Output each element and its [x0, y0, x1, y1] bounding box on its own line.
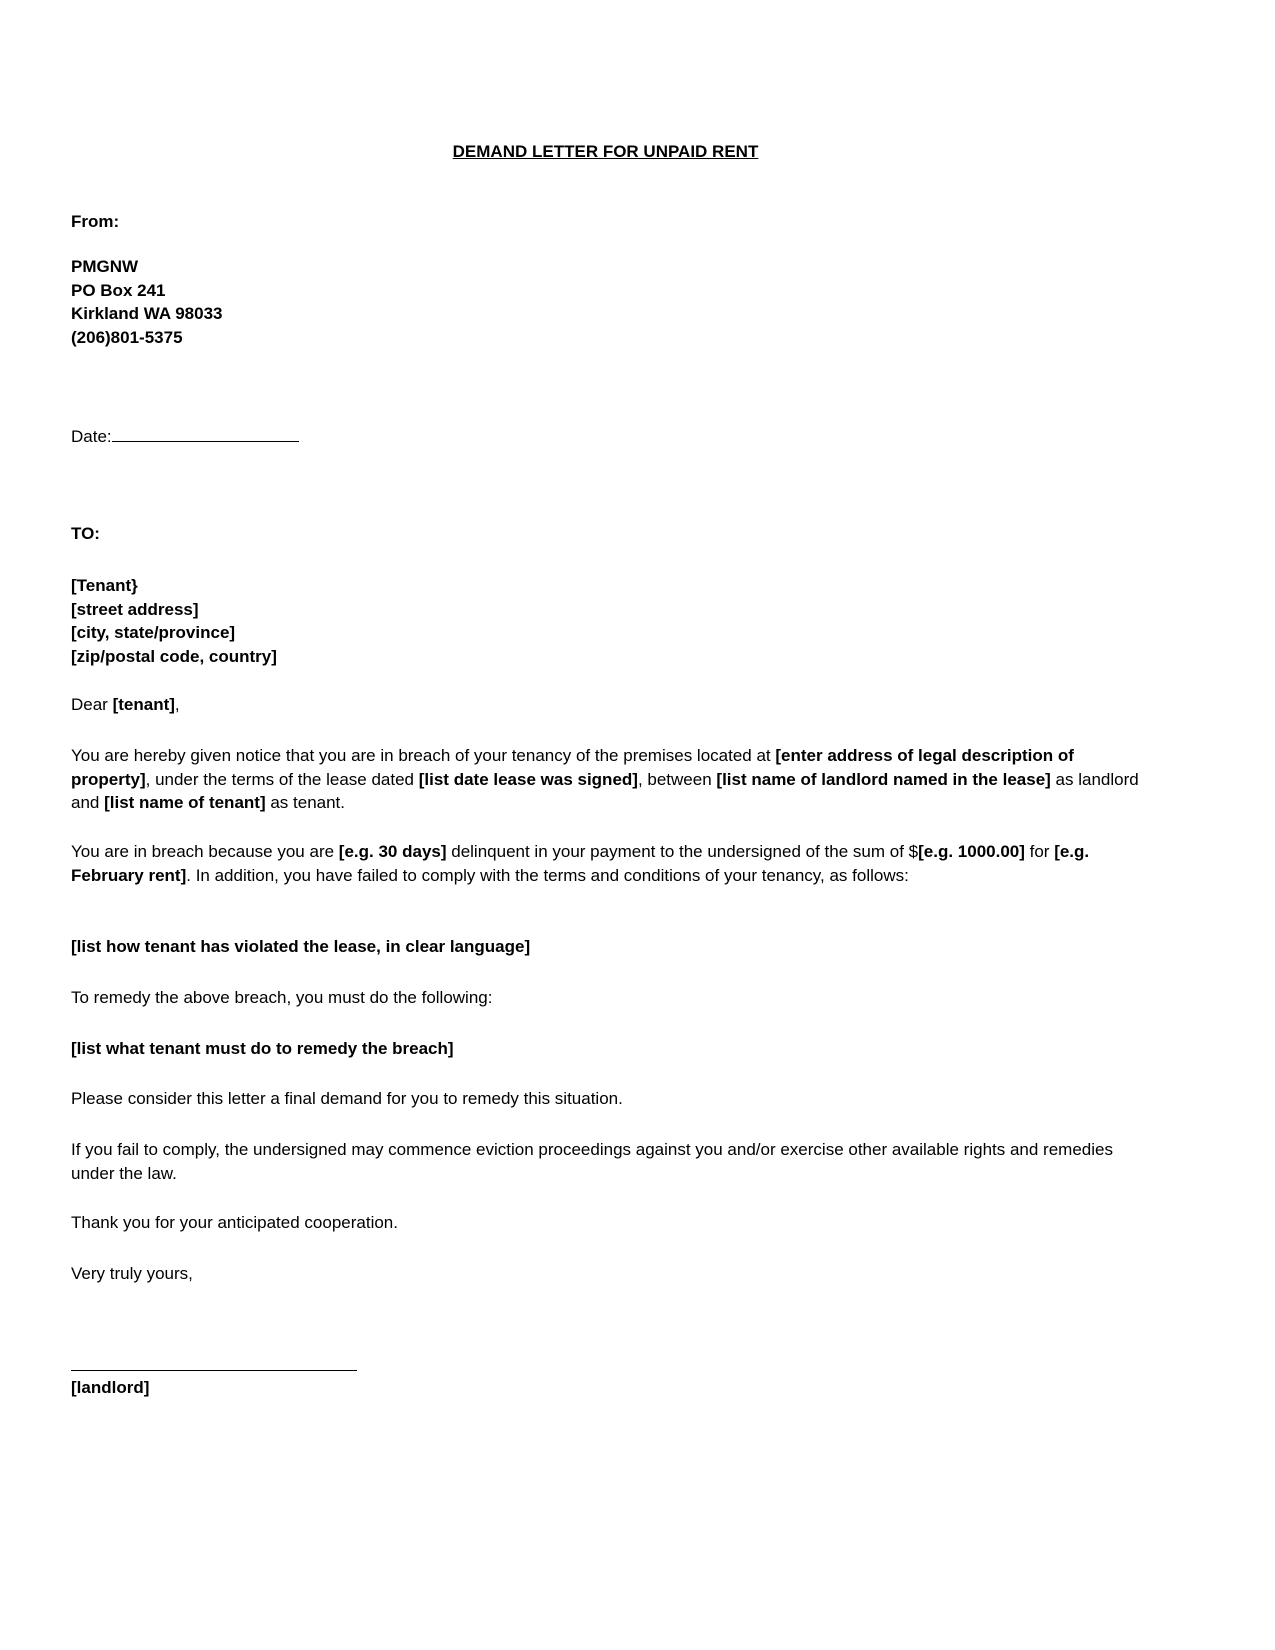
sender-city-state-zip: Kirkland WA 98033	[71, 304, 223, 323]
sender-address-block	[71, 255, 1140, 349]
recipient-name: [Tenant}	[71, 576, 138, 595]
paragraph-closing: Very truly yours,	[71, 1264, 193, 1283]
letter-title: DEMAND LETTER FOR UNPAID RENT	[452, 142, 759, 161]
paragraph-remedy-intro: To remedy the above breach, you must do the following:	[71, 988, 493, 1007]
date-blank-line	[112, 424, 299, 442]
signature-line	[71, 1356, 357, 1371]
recipient-city-state: [city, state/province]	[71, 623, 236, 642]
paragraph-eviction-warning: If you fail to comply, the undersigned may commence eviction proceedings against you and/or exercise other available rights and remedies under the law.	[71, 1140, 1113, 1183]
recipient-zip-country: [zip/postal code, country]	[71, 646, 277, 666]
salutation: Dear [tenant],	[71, 695, 180, 714]
paragraph-final-demand: Please consider this letter a final demand for you to remedy this situation.	[71, 1089, 623, 1108]
recipient-address-block	[71, 574, 1140, 668]
sender-phone: (206)801-5375	[71, 327, 183, 347]
date-label: Date:	[71, 427, 112, 446]
paragraph-remedy-placeholder: [list what tenant must do to remedy the breach]	[71, 1039, 454, 1058]
to-label: TO:	[71, 524, 100, 543]
sender-name: PMGNW	[71, 257, 139, 276]
date-line	[71, 424, 1140, 449]
sender-po-box: PO Box 241	[71, 280, 166, 300]
from-label: From:	[71, 212, 120, 231]
recipient-street: [street address]	[71, 599, 199, 619]
landlord-signature-label: [landlord]	[71, 1378, 150, 1397]
paragraph-delinquency-details: You are in breach because you are [e.g. 30 days] delinquent in your payment to the undersigned of the sum of $[e.g. 1000.00] for [e.g. February rent]. In addition, you have failed to comply with the terms and conditions of your tenancy, as follows:	[71, 842, 1090, 885]
paragraph-thanks: Thank you for your anticipated cooperation.	[71, 1213, 398, 1232]
paragraph-lease-violations-placeholder: [list how tenant has violated the lease, in clear language]	[71, 937, 531, 956]
paragraph-breach-notice: You are hereby given notice that you are in breach of your tenancy of the premises located at [enter address of legal description of property], under the terms of the lease dated [list date lease was signed], between [list name of landlord named in the lease] as landlord and [list name of tenant] as tenant.	[71, 746, 1139, 812]
